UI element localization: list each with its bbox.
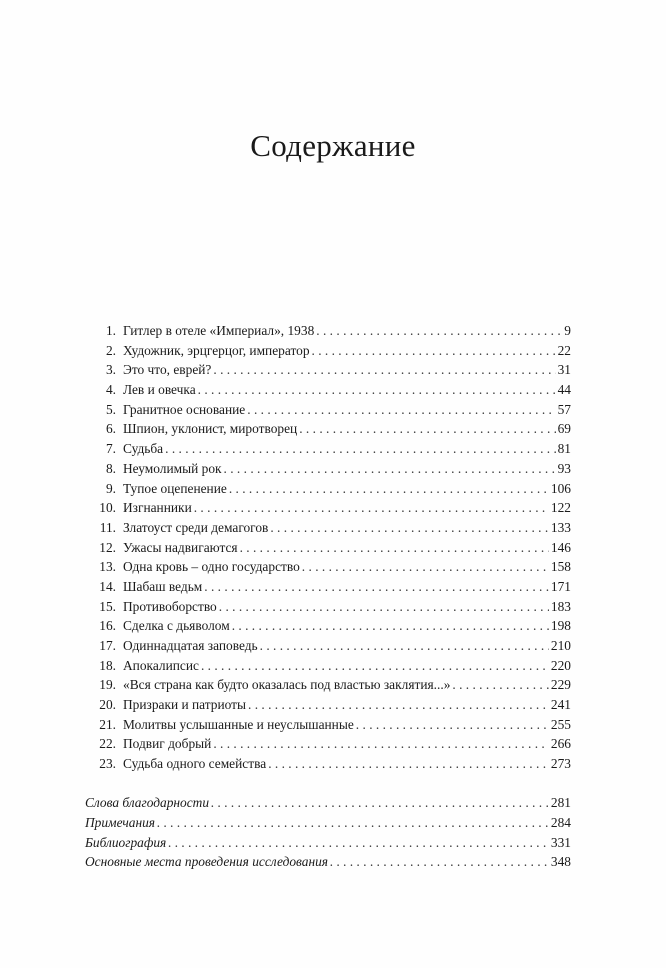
chapter-title: «Вся страна как будто оказалась под властью заклятия...» (123, 677, 451, 693)
toc-entry (85, 540, 571, 560)
dot-leader (211, 795, 549, 811)
chapter-number: 4. (105, 382, 116, 398)
page-number: 210 (550, 638, 571, 653)
toc-entry (85, 520, 571, 540)
chapter-number: 17. (99, 638, 116, 653)
toc-entry (85, 638, 571, 658)
toc-entry (85, 441, 571, 461)
chapter-title: Подвиг добрый (123, 736, 212, 752)
dot-leader (204, 579, 549, 595)
back-matter-entry (85, 835, 571, 855)
chapter-title: Лев и овечка (123, 382, 196, 398)
dot-leader (247, 402, 555, 418)
dot-leader (268, 756, 549, 772)
toc-entry (85, 559, 571, 579)
chapter-number: 2. (105, 342, 116, 358)
chapter-title: Призраки и патриоты (123, 697, 247, 713)
dot-leader (219, 599, 549, 615)
page-number: 183 (550, 598, 571, 614)
chapter-title: Шпион, уклонист, миротворец (123, 421, 298, 437)
page-number: 93 (557, 460, 571, 476)
dot-leader (232, 618, 549, 634)
toc-entry (85, 697, 571, 717)
back-matter-list (85, 795, 571, 874)
back-matter-title: Примечания (85, 814, 156, 830)
dot-leader (330, 854, 549, 870)
back-matter-title: Основные места проведения исследования (85, 854, 329, 870)
chapter-number: 1. (105, 323, 116, 338)
toc-entry (85, 677, 571, 697)
page-number: 348 (550, 854, 571, 870)
chapter-number: 6. (105, 421, 116, 437)
page-number: 198 (550, 618, 571, 634)
toc-entry (85, 481, 571, 501)
chapter-title: Одиннадцатая заповедь (123, 638, 258, 653)
chapter-title: Изгнанники (123, 500, 192, 516)
dot-leader (224, 461, 556, 477)
page-number: 69 (557, 421, 571, 437)
chapter-title: Судьба одного семейства (123, 756, 267, 772)
dot-leader (312, 343, 556, 359)
page-number: 146 (550, 539, 571, 555)
chapter-number: 18. (99, 657, 116, 673)
dot-leader (316, 323, 562, 339)
toc-entry (85, 323, 571, 343)
chapter-number: 9. (105, 480, 116, 496)
toc-entry (85, 461, 571, 481)
back-matter-entry (85, 795, 571, 815)
chapter-title: Златоуст среди демагогов (123, 519, 269, 535)
page-number: 281 (550, 795, 571, 810)
chapter-title: Неумолимый рок (123, 460, 222, 476)
page-number: 266 (550, 736, 571, 752)
page-number: 158 (550, 559, 571, 575)
page-number: 241 (550, 697, 571, 713)
chapter-number: 16. (99, 618, 116, 634)
page-number: 229 (550, 677, 571, 693)
toc-entry (85, 343, 571, 363)
page-number: 9 (564, 323, 571, 338)
page-number: 44 (557, 382, 571, 398)
back-matter-entry (85, 854, 571, 874)
toc-entry (85, 579, 571, 599)
toc-entry (85, 421, 571, 441)
chapter-number: 23. (99, 756, 116, 772)
dot-leader (452, 677, 549, 693)
chapter-number: 8. (105, 460, 116, 476)
chapter-title: Художник, эрцгерцог, император (123, 342, 310, 358)
chapter-number: 20. (99, 697, 116, 713)
page-number: 122 (550, 500, 571, 516)
page-number: 81 (557, 441, 571, 457)
dot-leader (201, 658, 549, 674)
chapter-number: 5. (105, 401, 116, 417)
dot-leader (198, 382, 556, 398)
dot-leader (168, 835, 549, 851)
page-number: 106 (550, 480, 571, 496)
chapter-number: 15. (99, 598, 116, 614)
chapter-title: Тупое оцепенение (123, 480, 227, 496)
chapter-number: 12. (99, 539, 116, 555)
toc-entry (85, 500, 571, 520)
back-matter-title: Библиография (85, 834, 167, 850)
page-number: 255 (550, 716, 571, 732)
page-number: 133 (550, 519, 571, 535)
page-title: Содержание (250, 128, 416, 163)
back-matter-entry (85, 815, 571, 835)
toc-entry (85, 618, 571, 638)
dot-leader (302, 559, 549, 575)
dot-leader (229, 481, 549, 497)
chapter-title: Гитлер в отеле «Империал», 1938 (123, 323, 315, 338)
toc-entry (85, 402, 571, 422)
chapter-number: 22. (99, 736, 116, 752)
page-number: 273 (550, 756, 571, 772)
page-number: 171 (550, 578, 571, 594)
toc-entry (85, 717, 571, 737)
page-number: 331 (550, 834, 571, 850)
dot-leader (248, 697, 549, 713)
chapter-title: Шабаш ведьм (123, 578, 203, 594)
toc-entry (85, 736, 571, 756)
chapter-title: Судьба (123, 441, 164, 457)
dot-leader (356, 717, 549, 733)
chapter-title: Сделка с дьяволом (123, 618, 230, 634)
chapter-number: 11. (99, 519, 116, 535)
chapter-title: Одна кровь – одно государство (123, 559, 300, 575)
chapter-title: Это что, еврей? (123, 362, 212, 378)
chapter-number: 10. (99, 500, 116, 516)
page-number: 31 (557, 362, 571, 378)
dot-leader (165, 441, 555, 457)
page-number: 284 (550, 814, 571, 830)
dot-leader (270, 520, 549, 536)
chapter-title: Апокалипсис (123, 657, 199, 673)
back-matter-title: Слова благодарности (85, 795, 210, 810)
dot-leader (240, 540, 549, 556)
dot-leader (157, 815, 549, 831)
toc-entry (85, 362, 571, 382)
chapter-number: 14. (99, 578, 116, 594)
chapter-title: Гранитное основание (123, 401, 246, 417)
chapter-title: Ужасы надвигаются (123, 539, 238, 555)
chapter-number: 21. (99, 716, 116, 732)
chapter-number: 13. (99, 559, 116, 575)
page-number: 220 (550, 657, 571, 673)
chapter-number: 7. (105, 441, 116, 457)
toc-entry (85, 658, 571, 678)
chapter-title: Молитвы услышанные и неуслышанные (123, 716, 354, 732)
dot-leader (299, 421, 555, 437)
toc-entry (85, 599, 571, 619)
table-of-contents (85, 323, 571, 776)
page-number: 57 (557, 401, 571, 417)
chapter-title: Противоборство (123, 598, 217, 614)
dot-leader (213, 736, 549, 752)
page-number: 22 (557, 342, 571, 358)
dot-leader (194, 500, 549, 516)
chapter-number: 3. (105, 362, 116, 378)
dot-leader (260, 638, 549, 654)
chapter-number: 19. (99, 677, 116, 693)
toc-entry (85, 382, 571, 402)
dot-leader (213, 362, 555, 378)
toc-entry (85, 756, 571, 776)
